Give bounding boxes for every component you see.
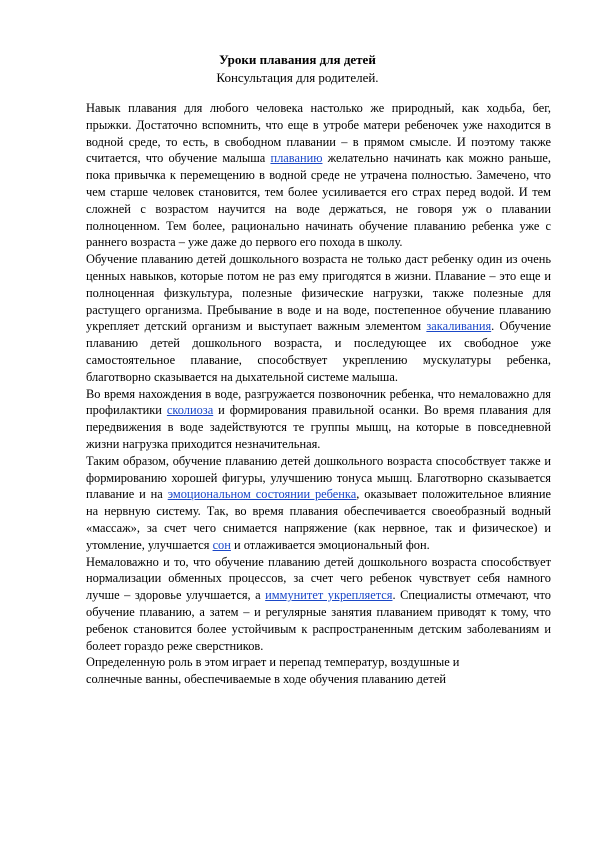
- document-body: [86, 100, 551, 688]
- link-hardening[interactable]: закаливания: [426, 319, 492, 334]
- link-swimming[interactable]: плаванию: [270, 151, 323, 166]
- paragraph-4: Таким образом, обучение плаванию детей дошкольного возраста способствует также и формированию хорошей фигуры, улучшению тонуса мышц. Благотворно сказывается плавание и на эмоциональном состоянии ребенка, оказывает положительное влияние на нервную систему. Так, во время плавания обеспечивается своеобразный водный «массаж», за счет чего снимается напряжение (как нервное, так и физическое) и утомление, улучшается сон и отлаживается эмоциональный фон.: [86, 453, 551, 552]
- paragraph-3: Во время нахождения в воде, разгружается позвоночник ребенка, что немаловажно для профилактики сколиоза и формирования правильной осанки. Во время плавания для передвижения в воде задействуются те группы мышц, на которые в повседневной жизни нагрузка приходится незначительная.: [86, 386, 552, 451]
- document-subtitle: Консультация для родителей.: [216, 70, 379, 85]
- link-scoliosis[interactable]: сколиоза: [166, 403, 214, 418]
- paragraph-2: Обучение плаванию детей дошкольного возраста не только даст ребенку один из очень ценных навыков, которые потом не раз ему пригодятся в жизни. Плавание – это еще и полноценная физкультура, полезные физические нагрузки, также полезные для растущего организма. Пребывание в воде и на воде, постепенное обучение плаванию укрепляет детский организм и выступает важным элементом закаливания. Обучение плаванию детей дошкольного возраста, и последующее их свободное уже самостоятельное плавание, способствует укреплению мускулатуры ребенка, благотворно сказывается на дыхательной системе малыша.: [86, 252, 551, 384]
- link-immunity[interactable]: иммунитет укрепляется: [265, 588, 393, 603]
- paragraph-5: Немаловажно и то, что обучение плаванию детей дошкольного возраста способствует нормализации обменных процессов, за счет чего ребенок чувствует себя намного лучше – здоровье улучшается, а иммунитет укрепляется. Специалисты отмечают, что обучение плаванию, а затем – и регулярные занятия плаванием приводят к тому, что ребенок становится более устойчивым к распространенным детским заболеваниям и болеет гораздо реже сверстников.: [86, 554, 551, 653]
- link-sleep[interactable]: сон: [212, 537, 231, 552]
- paragraph-6: Определенную роль в этом играет и перепад температур, воздушные и солнечные ванны, обеспечиваемые в ходе обучения плаванию детей: [86, 655, 460, 687]
- document-title: Уроки плавания для детей: [219, 52, 376, 67]
- paragraph-1: Навык плавания для любого человека настолько же природный, как ходьба, бег, прыжки. Достаточно вспомнить, что еще в утробе матери ребеночек уже находится в водной среде, то есть, в свободном плавании – в прямом смысле. И поэтому также считается, что обучение малыша плаванию желательно начинать как можно раньше, пока привычка к перемещению в водной среде не утрачена полностью. Замечено, что чем старше человек становится, тем более усиливается его страх перед водой. И тем сложней с возрастом научится на воде держаться, не говоря уж о плавании полноценном. Тем более, рационально начинать обучение плаванию ребенка уже с раннего возраста – уже даже до первого его похода в школу.: [86, 101, 551, 250]
- link-emotional-state[interactable]: эмоциональном состоянии ребенка: [167, 487, 357, 502]
